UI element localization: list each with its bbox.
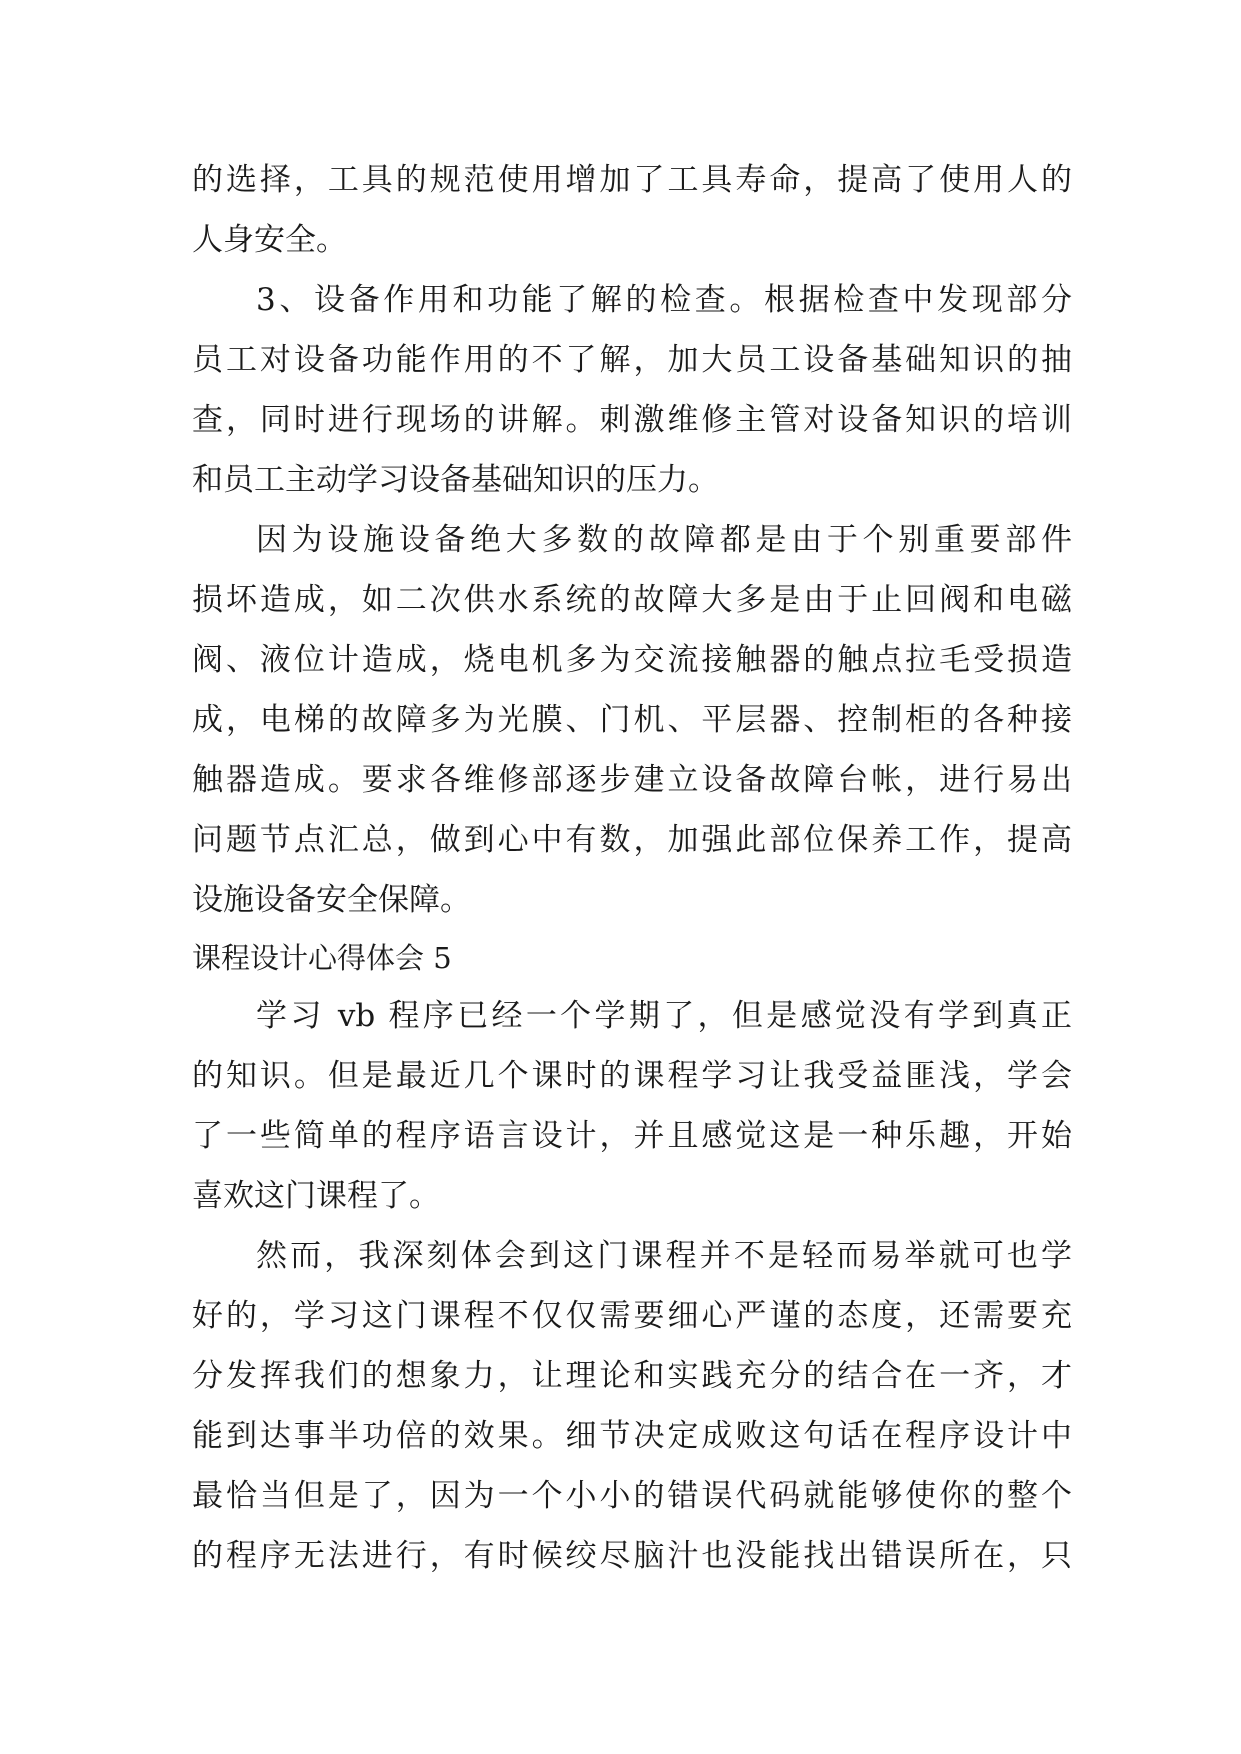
text-line: 然而，我深刻体会到这门课程并不是轻而易举就可也学 xyxy=(256,1238,1072,1274)
paragraph-continued xyxy=(192,150,1072,270)
text-line: 因为设施设备绝大多数的故障都是由于个别重要部件 xyxy=(256,522,1072,558)
text-line: 损坏造成，如二次供水系统的故障大多是由于止回阀和电磁 xyxy=(192,582,1072,618)
text-line: 问题节点汇总，做到心中有数，加强此部位保养工作，提高 xyxy=(192,822,1072,858)
paragraph xyxy=(192,510,1072,930)
text-line: 成，电梯的故障多为光膜、门机、平层器、控制柜的各种接 xyxy=(192,702,1072,738)
paragraph xyxy=(192,986,1072,1226)
text-line: 了一些简单的程序语言设计，并且感觉这是一种乐趣，开始 xyxy=(192,1118,1072,1154)
text-line: 的知识。但是最近几个课时的课程学习让我受益匪浅，学会 xyxy=(192,1058,1072,1094)
text-line: 最恰当但是了，因为一个小小的错误代码就能够使你的整个 xyxy=(192,1478,1072,1514)
text-line: 3、设备作用和功能了解的检查。根据检查中发现部分 xyxy=(256,282,1072,318)
text-line: 学习 vb 程序已经一个学期了，但是感觉没有学到真正 xyxy=(256,998,1072,1034)
paragraph xyxy=(192,1226,1072,1586)
text-line: 好的，学习这门课程不仅仅需要细心严谨的态度，还需要充 xyxy=(192,1298,1072,1334)
text-line: 能到达事半功倍的效果。细节决定成败这句话在程序设计中 xyxy=(192,1418,1072,1454)
text-line: 喜欢这门课程了。 xyxy=(192,1178,440,1214)
text-line: 设施设备安全保障。 xyxy=(192,882,471,918)
text-line: 阀、液位计造成，烧电机多为交流接触器的触点拉毛受损造 xyxy=(192,642,1072,678)
text-line: 和员工主动学习设备基础知识的压力。 xyxy=(192,462,719,498)
text-line: 人身安全。 xyxy=(192,222,347,258)
text-line: 触器造成。要求各维修部逐步建立设备故障台帐，进行易出 xyxy=(192,762,1072,798)
section-heading: 课程设计心得体会 5 xyxy=(192,941,452,975)
text-line: 分发挥我们的想象力，让理论和实践充分的结合在一齐，才 xyxy=(192,1358,1072,1394)
document-body xyxy=(192,150,1072,1586)
text-line: 的选择，工具的规范使用增加了工具寿命，提高了使用人的 xyxy=(192,162,1072,198)
text-line: 查，同时进行现场的讲解。刺激维修主管对设备知识的培训 xyxy=(192,402,1072,438)
text-line: 员工对设备功能作用的不了解，加大员工设备基础知识的抽 xyxy=(192,342,1072,378)
text-line: 的程序无法进行，有时候绞尽脑汁也没能找出错误所在，只 xyxy=(192,1538,1072,1574)
paragraph xyxy=(192,270,1072,510)
